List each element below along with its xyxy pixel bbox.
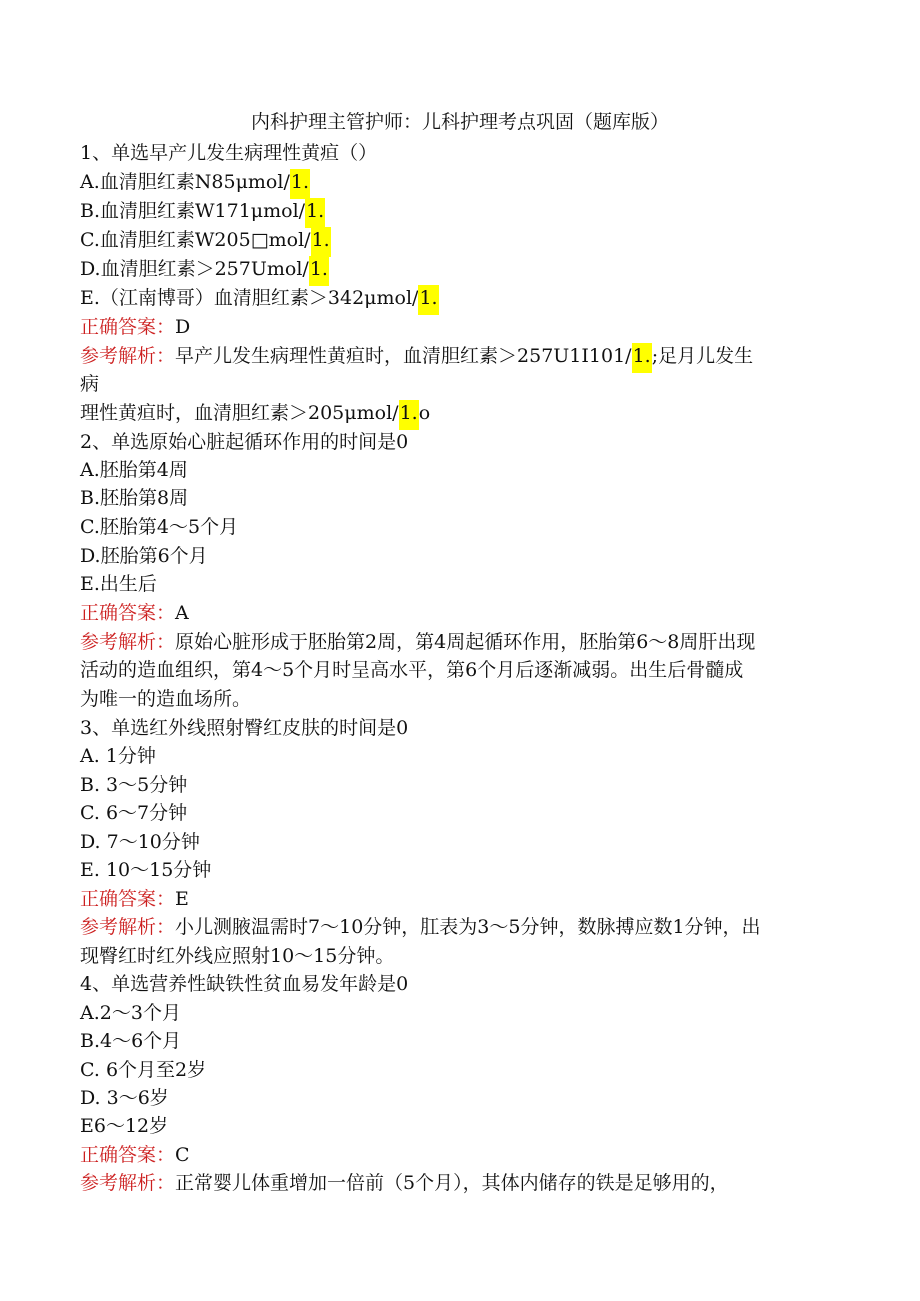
question-1-option-c (80, 226, 331, 254)
option-text: B.血清胆红素W171μmol/ (80, 200, 306, 222)
question-1-analysis-cont (80, 399, 430, 427)
highlighted-text: 1. (309, 256, 329, 286)
question-4-answer (80, 1141, 190, 1169)
analysis-text: ;足月儿发生 (651, 345, 754, 367)
question-4-option-b: B.4～6个月 (80, 1030, 182, 1052)
question-4-option-a: A.2～3个月 (80, 1002, 181, 1024)
highlighted-text: 1. (311, 227, 331, 257)
analysis-label: 参考解析： (80, 345, 176, 367)
answer-label: 正确答案： (80, 602, 176, 624)
question-3-option-e: E. 10～15分钟 (80, 859, 212, 881)
analysis-label: 参考解析： (80, 916, 176, 938)
question-2-analysis-cont: 活动的造血组织，第4～5个月时呈高水平，第6个月后逐渐减弱。出生后骨髓成 (80, 659, 744, 681)
question-1-option-b (80, 197, 325, 225)
answer-label: 正确答案： (80, 888, 176, 910)
question-2-option-a: A.胚胎第4周 (80, 459, 188, 481)
question-4-option-e: E6～12岁 (80, 1115, 169, 1137)
highlighted-text: 1. (305, 198, 325, 228)
question-2-option-c: C.胚胎第4～5个月 (80, 516, 239, 538)
question-3-option-d: D. 7～10分钟 (80, 831, 200, 853)
question-2-analysis-cont: 为唯一的造血场所。 (80, 688, 252, 710)
question-1-stem: 1、单选早产儿发生病理性黄疸（） (80, 142, 378, 164)
question-3-analysis-cont: 现臀红时红外线应照射10～15分钟。 (80, 945, 395, 967)
answer-value: E (175, 888, 189, 910)
question-1-analysis (80, 342, 753, 370)
analysis-text: 正常婴儿体重增加一倍前（5个月），其体内储存的铁是足够用的， (175, 1172, 729, 1194)
option-text: E.（江南博哥）血清胆红素＞342μmol/ (80, 287, 419, 309)
page-title: 内科护理主管护师：儿科护理考点巩固（题库版） (250, 111, 669, 133)
question-2-stem: 2、单选原始心脏起循环作用的时间是0 (80, 431, 409, 453)
analysis-text: 原始心脏形成于胚胎第2周，第4周起循环作用，胚胎第6～8周肝出现 (175, 631, 756, 653)
question-4-stem: 4、单选营养性缺铁性贫血易发年龄是0 (80, 973, 409, 995)
question-3-option-a: A. 1分钟 (80, 745, 156, 767)
question-1-answer (80, 313, 190, 341)
question-3-option-b: B. 3～5分钟 (80, 774, 188, 796)
question-3-analysis (80, 913, 761, 941)
question-1-option-d (80, 255, 329, 283)
answer-label: 正确答案： (80, 316, 176, 338)
highlighted-text: 1. (399, 400, 419, 430)
analysis-label: 参考解析： (80, 631, 176, 653)
analysis-text: 理性黄疸时，血清胆红素＞205μmol/ (80, 402, 399, 424)
question-2-option-b: B.胚胎第8周 (80, 487, 189, 509)
question-4-analysis (80, 1169, 729, 1197)
answer-value: D (175, 316, 191, 338)
question-3-option-c: C. 6～7分钟 (80, 802, 188, 824)
question-2-option-d: D.胚胎第6个月 (80, 545, 208, 567)
question-2-answer (80, 599, 189, 627)
answer-value: A (175, 602, 189, 624)
analysis-text: 小儿测腋温需时7～10分钟，肛表为3～5分钟，数脉搏应数1分钟，出 (175, 916, 761, 938)
question-2-analysis (80, 628, 755, 656)
question-4-option-c: C. 6个月至2岁 (80, 1059, 207, 1081)
highlighted-text: 1. (418, 285, 438, 315)
question-1-analysis-cont: 病 (80, 373, 100, 395)
highlighted-text: 1. (290, 169, 310, 199)
analysis-text: 早产儿发生病理性黄疸时，血清胆红素＞257U1I101/ (175, 345, 632, 367)
question-3-stem: 3、单选红外线照射臀红皮肤的时间是0 (80, 717, 409, 739)
analysis-text: o (418, 402, 431, 424)
question-2-option-e: E.出生后 (80, 573, 157, 595)
question-1-option-e (80, 284, 439, 312)
option-text: C.血清胆红素W205□mol/ (80, 229, 311, 251)
answer-value: C (175, 1144, 190, 1166)
question-4-option-d: D. 3～6岁 (80, 1087, 169, 1109)
question-3-answer (80, 885, 189, 913)
answer-label: 正确答案： (80, 1144, 176, 1166)
option-text: A.血清胆红素N85μmol/ (80, 171, 290, 193)
option-text: D.血清胆红素＞257Umol/ (80, 258, 309, 280)
question-1-option-a (80, 168, 310, 196)
highlighted-text: 1. (632, 343, 652, 373)
analysis-label: 参考解析： (80, 1172, 176, 1194)
